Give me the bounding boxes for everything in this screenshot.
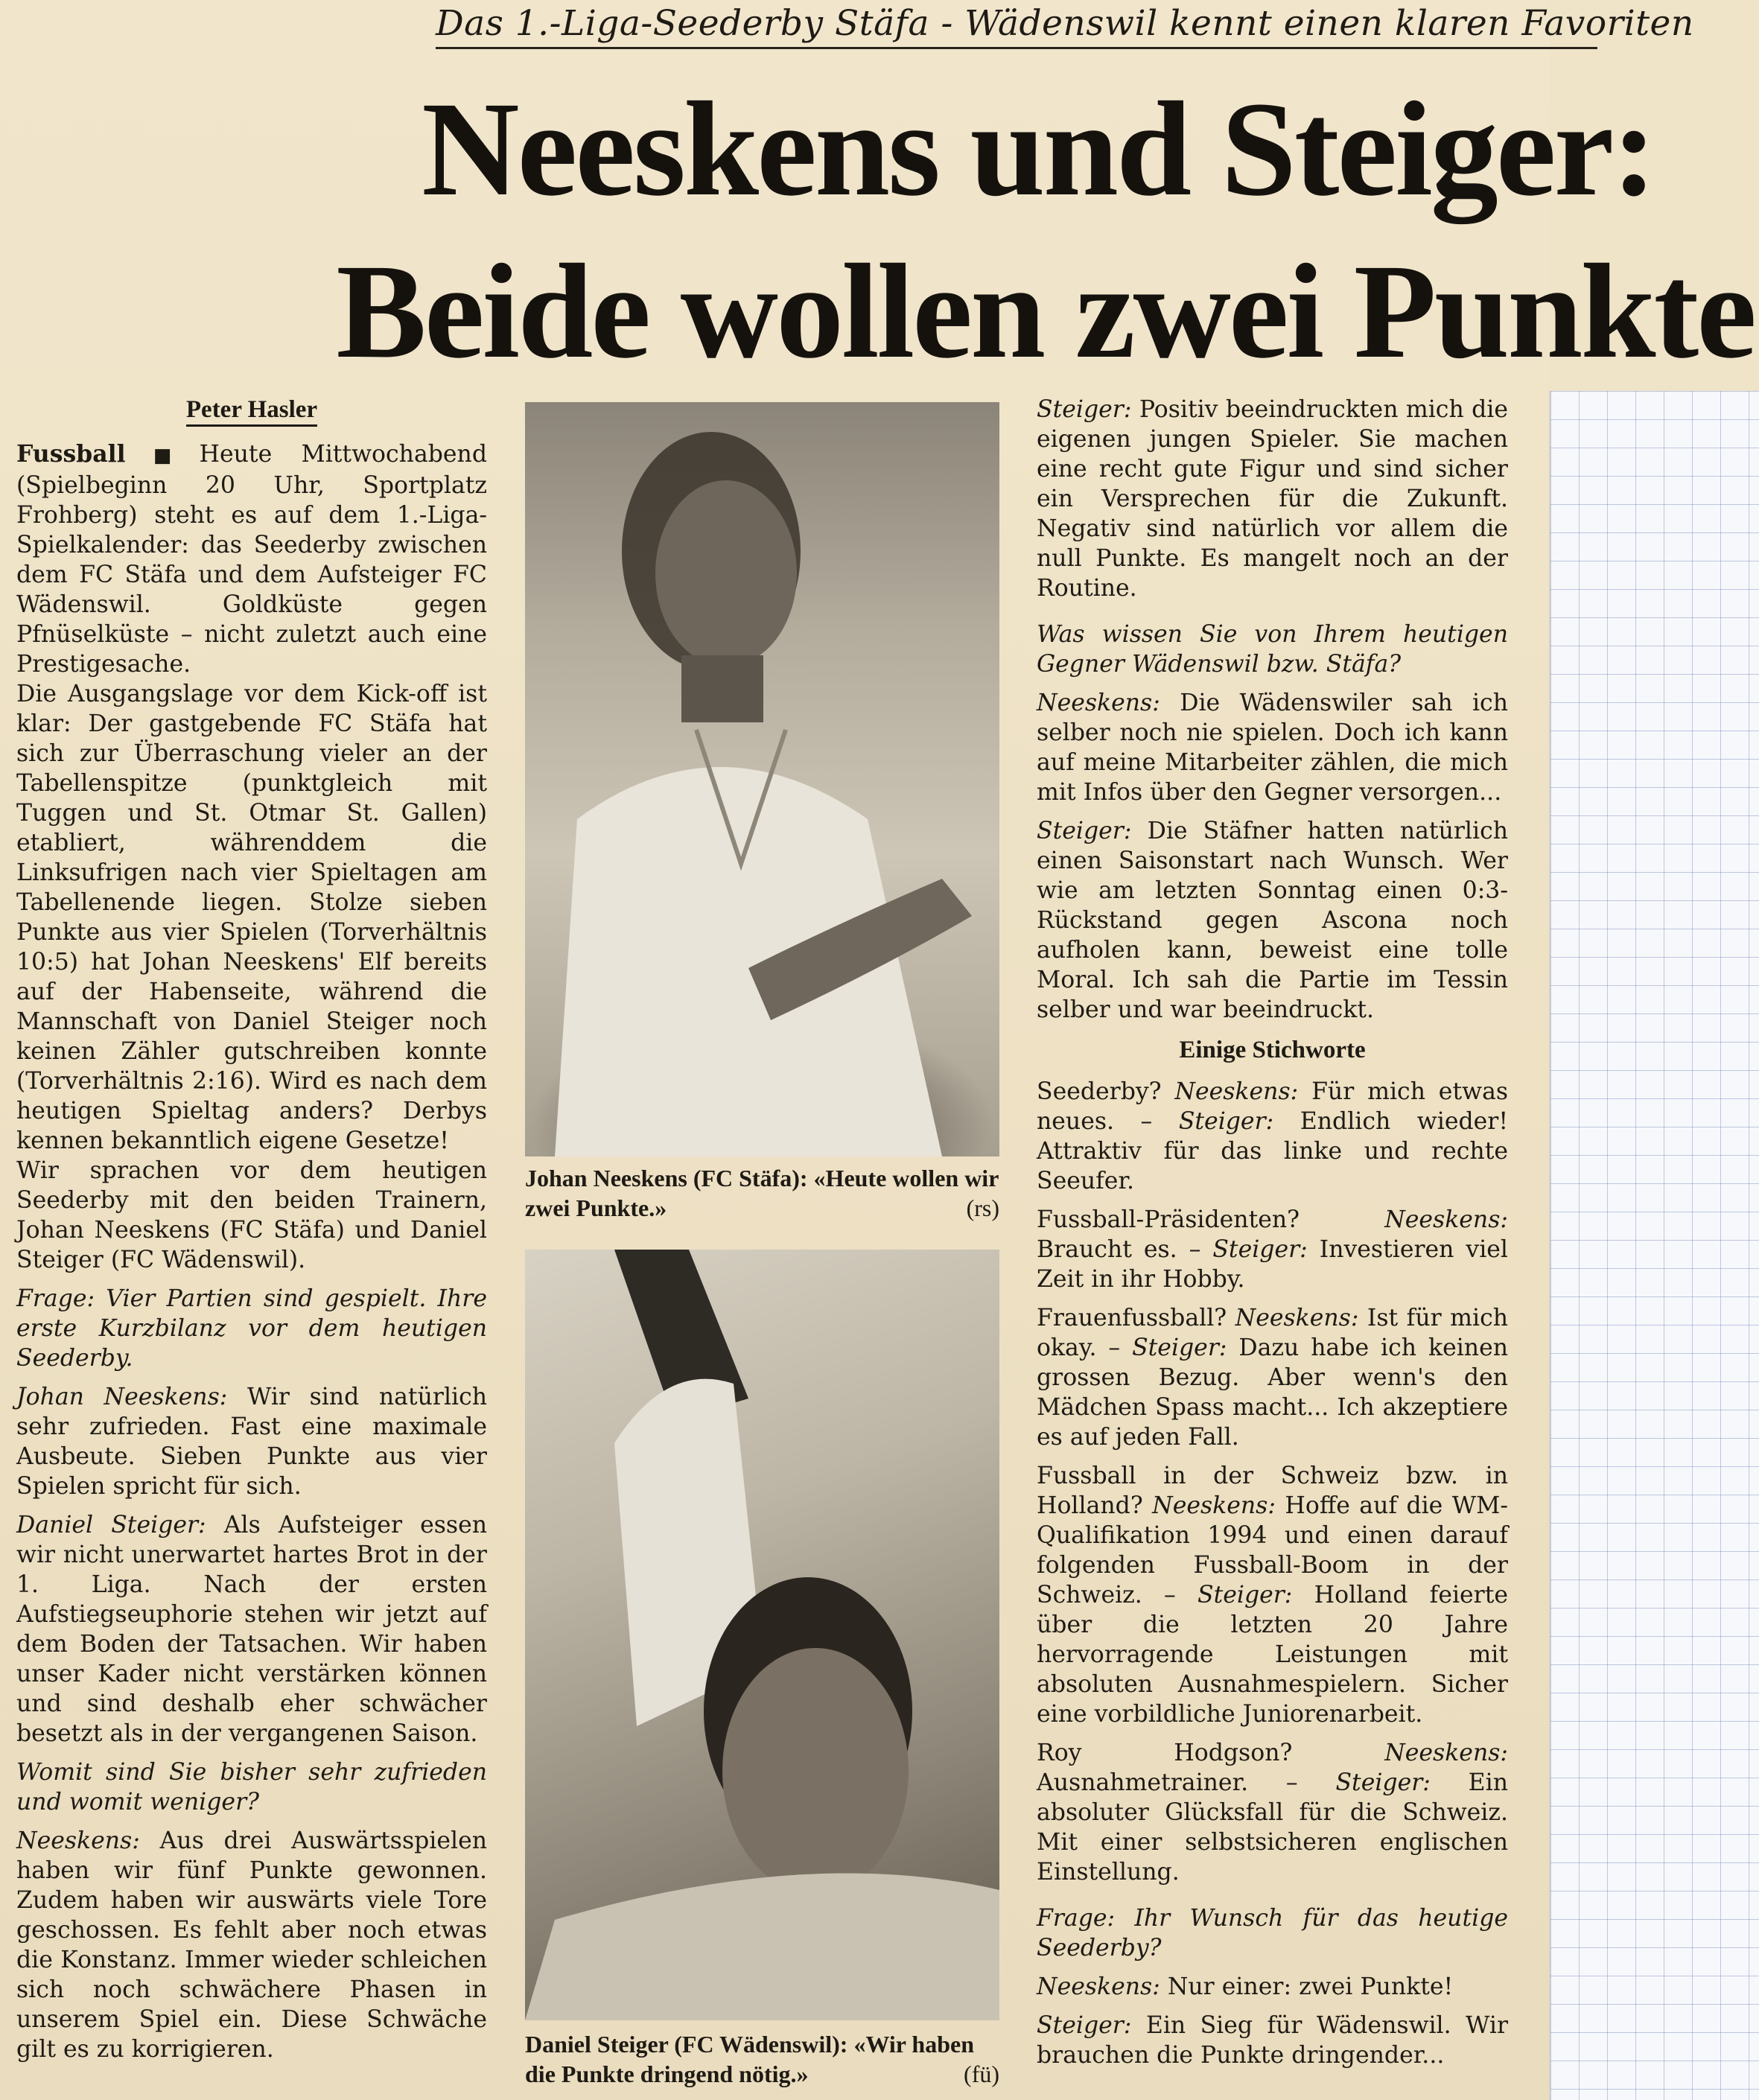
square-bullet-icon: ■ xyxy=(131,445,194,467)
question-2: Womit sind Sie bisher sehr zufrieden und womit weniger? xyxy=(16,1759,487,1816)
speaker-name: Johan Neeskens: xyxy=(16,1384,228,1410)
left-column xyxy=(16,395,487,2064)
keyword-topic: Fussball in der Schweiz bzw. in Holland? xyxy=(1037,1463,1508,1519)
answer-neeskens-3 xyxy=(1037,688,1508,807)
speaker-name: Neeskens: xyxy=(1235,1305,1359,1331)
photo-johan-neeskens xyxy=(525,402,999,1156)
keyword-answer: Holland feierte über die letzten 20 Jahre hervorragende Leistungen mit absoluten Ausnahmespielern. Sicher eine vorbildliche Juniorenarbeit. xyxy=(1037,1582,1509,1728)
answer-text: Nur einer: zwei Punkte! xyxy=(1167,1973,1454,2000)
speaker-name: Daniel Steiger: xyxy=(16,1512,206,1539)
headline-line-2: Beide wollen zwei Punkte xyxy=(336,237,1755,386)
speaker-name: Steiger: xyxy=(1037,2012,1132,2039)
photo-1-caption xyxy=(525,1163,999,1223)
headline xyxy=(0,69,1759,393)
keyword-answer: Ein absoluter Glücksfall für die Schweiz. Mit einer selbstsicheren englischen Einstellung. xyxy=(1037,1769,1509,1886)
paragraph-situation: Die Ausgangslage vor dem Kick-off ist klar: Der gastgebende FC Stäfa hat sich zur Überraschung vieler an der Tabellenspitze (punktgleich mit Tuggen und St. Otmar St. Gallen) etabliert, währenddem die Linksufrigen nach vier Spieltagen am Tabellenende liegen. Stolze sieben Punkte aus vier Spielen (Torverhältnis 10:5) hat Johan Neeskens' Elf bereits auf der Habenseite, während die Mannschaft von Daniel Steiger noch keinen Zähler gutschreiben konnte (Torverhältnis 2:16). Wird es nach dem heutigen Spieltag anders? Derbys kennen bekanntlich eigene Gesetze! xyxy=(16,681,487,1154)
section-label: Fussball xyxy=(16,440,126,468)
caption-text: Daniel Steiger (FC Wädenswil): «Wir haben die Punkte dringend nötig.» xyxy=(525,2031,974,2087)
speaker-name: Steiger: xyxy=(1037,818,1132,844)
keyword-answer: Dazu habe ich keinen grossen Bezug. Aber wenn's den Mädchen Spass macht... Ich akzeptiere es auf jeden Fall. xyxy=(1037,1334,1508,1451)
speaker-name: Neeskens: xyxy=(16,1827,140,1854)
keyword-answer: Für mich etwas neues. – xyxy=(1037,1078,1509,1135)
answer-text: Als Aufsteiger essen wir nicht unerwartet hartes Brot in der 1. Liga. Nach der ersten Aufstiegseuphorie stehen wir jetzt auf dem Boden der Tatsachen. Wir haben unser Kader nicht verstärken können und sind deshalb eher schwächer besetzt als in der vergangenen Saison. xyxy=(16,1512,488,1747)
keyword-topic: Frauenfussball? xyxy=(1037,1305,1227,1331)
answer-text: Positiv beeindruckten mich die eigenen jungen Spieler. Sie machen eine recht gute Figur und sind sicher ein Versprechen für die Zukunft. Negativ sind natürlich vor allem die null Punkte. Es mangelt noch an der Routine. xyxy=(1037,396,1508,602)
answer-text: Ein Sieg für Wädenswil. Wir brauchen die Punkte dringender... xyxy=(1037,2012,1508,2069)
keyword-answer: Ausnahmetrainer. – xyxy=(1037,1769,1298,1796)
speaker-name: Steiger: xyxy=(1178,1108,1274,1135)
speaker-name: Steiger: xyxy=(1212,1236,1308,1263)
question-4: Frage: Ihr Wunsch für das heutige Seederby? xyxy=(1037,1905,1508,1961)
keyword-roy-hodgson xyxy=(1037,1738,1508,1887)
keyword-answer: Endlich wieder! Attraktiv für das linke und rechte Seeufer. xyxy=(1037,1108,1508,1194)
byline: Peter Hasler xyxy=(186,396,317,427)
keyword-switzerland-holland xyxy=(1037,1461,1508,1729)
neeskens-portrait-icon xyxy=(525,402,999,1156)
answer-text: Die Wädenswiler sah ich selber noch nie spielen. Doch ich kann auf meine Mitarbeiter zählen, die mich mit Infos über den Gegner versorgen... xyxy=(1037,690,1508,806)
speaker-name: Neeskens: xyxy=(1037,1973,1160,2000)
answer-steiger-1 xyxy=(16,1510,487,1749)
subhead-keywords: Einige Stichworte xyxy=(1179,1037,1366,1063)
photo-credit: (fü) xyxy=(964,2061,999,2087)
answer-text: Wir sind natürlich sehr zufrieden. Fast eine maximale Ausbeute. Sieben Punkte aus vier Spielen spricht für sich. xyxy=(16,1384,488,1500)
question-1: Frage: Vier Partien sind gespielt. Ihre erste Kurzbilanz vor dem heutigen Seederby. xyxy=(16,1285,487,1372)
speaker-name: Steiger: xyxy=(1132,1334,1227,1361)
answer-steiger-3 xyxy=(1037,816,1508,1025)
speaker-name: Steiger: xyxy=(1037,396,1132,423)
photo-credit: (rs) xyxy=(966,1194,999,1221)
graph-paper-backing xyxy=(1549,391,1759,2100)
speaker-name: Neeskens: xyxy=(1384,1206,1508,1233)
kicker: Das 1.-Liga-Seederby Stäfa - Wädenswil kennt einen klaren Favoriten xyxy=(436,3,1597,49)
intro-paragraph xyxy=(16,439,487,679)
wish-neeskens xyxy=(1037,1972,1508,2002)
speaker-name: Neeskens: xyxy=(1384,1740,1509,1766)
photo-2-caption xyxy=(525,2029,999,2089)
intro-text: Heute Mittwochabend (Spielbeginn 20 Uhr, Sportplatz Frohberg) steht es auf dem 1.-Liga-Spielkalender: das Seederby zwischen dem FC Stäfa und dem Aufsteiger FC Wädenswil. Goldküste gegen Pfnüselküste – nicht zuletzt auch eine Prestigesache. xyxy=(16,441,487,678)
keyword-answer: Investieren viel Zeit in ihr Hobby. xyxy=(1037,1236,1508,1293)
answer-neeskens-2 xyxy=(16,1826,487,2064)
photo-daniel-steiger xyxy=(525,1250,999,2020)
keyword-presidents xyxy=(1037,1205,1508,1294)
keyword-answer: Hoffe auf die WM-Qualifikation 1994 und einen darauf folgenden Fussball-Boom in der Schweiz. – xyxy=(1037,1492,1509,1609)
steiger-portrait-icon xyxy=(525,1250,999,2020)
answer-text: Die Stäfner hatten natürlich einen Saisonstart nach Wunsch. Wer wie am letzten Sonntag einen 0:3-Rückstand gegen Ascona noch aufholen kann, beweist eine tolle Moral. Ich sah die Partie im Tessin selber und war beeindruckt. xyxy=(1037,818,1509,1023)
speaker-name: Steiger: xyxy=(1197,1582,1293,1609)
speaker-name: Neeskens: xyxy=(1037,690,1160,716)
speaker-name: Neeskens: xyxy=(1152,1492,1276,1519)
keyword-womens-football xyxy=(1037,1303,1508,1452)
keyword-topic: Fussball-Präsidenten? xyxy=(1037,1206,1300,1233)
keyword-topic: Roy Hodgson? xyxy=(1037,1740,1293,1766)
wish-steiger xyxy=(1037,2011,1508,2070)
answer-neeskens-1 xyxy=(16,1382,487,1501)
keyword-answer: Braucht es. – xyxy=(1037,1236,1201,1263)
headline-line-1: Neeskens und Steiger: xyxy=(422,74,1655,224)
paragraph-interview-intro: Wir sprachen vor dem heutigen Seederby mit den beiden Trainern, Johan Neeskens (FC Stäfa) und Daniel Steiger (FC Wädenswil). xyxy=(16,1157,487,1273)
question-3: Was wissen Sie von Ihrem heutigen Gegner Wädenswil bzw. Stäfa? xyxy=(1037,621,1508,678)
caption-text: Johan Neeskens (FC Stäfa): «Heute wollen wir zwei Punkte.» xyxy=(525,1165,999,1221)
speaker-name: Steiger: xyxy=(1335,1769,1431,1796)
speaker-name: Neeskens: xyxy=(1174,1078,1299,1105)
answer-text: Aus drei Auswärtsspielen haben wir fünf Punkte gewonnen. Zudem haben wir auswärts viele Tore geschossen. Es fehlt aber noch etwas die Konstanz. Immer wieder schleichen sich noch schwächere Phasen in unserem Spiel ein. Diese Schwäche gilt es zu korrigieren. xyxy=(16,1827,488,2063)
keyword-topic: Seederby? xyxy=(1037,1078,1162,1105)
keyword-seederby xyxy=(1037,1077,1508,1196)
answer-steiger-2 xyxy=(1037,395,1508,603)
right-column xyxy=(1037,395,1508,2070)
keyword-answer: Ist für mich okay. – xyxy=(1037,1305,1508,1361)
